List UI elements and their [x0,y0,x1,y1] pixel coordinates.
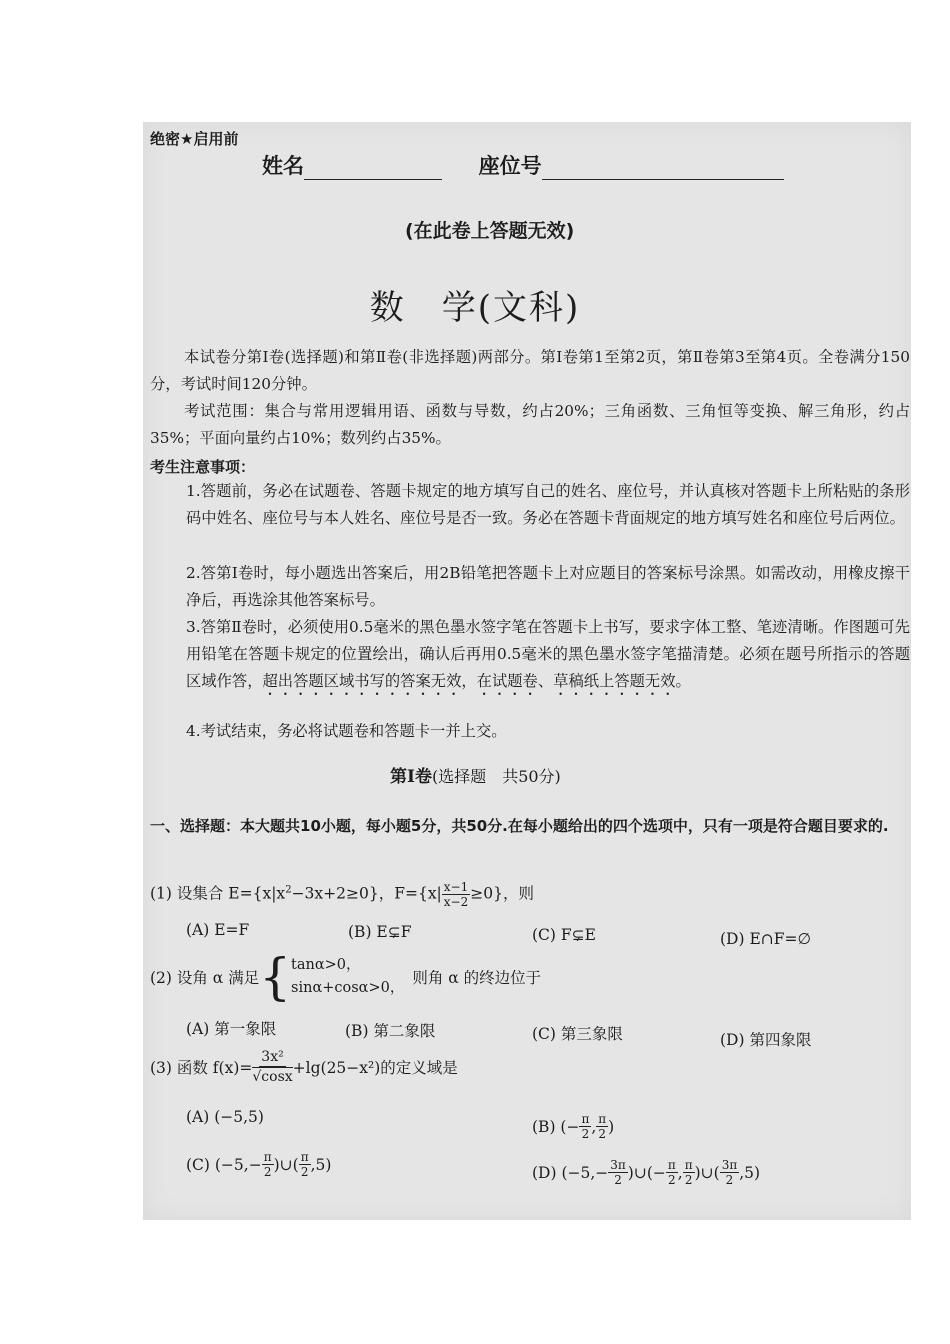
q3-d-text-b: )∪(− [627,1163,666,1182]
q3-b-frac-1 [579,1112,591,1141]
q1-option-d[interactable]: (D) E∩F=∅ [720,930,811,948]
note-3 [186,614,910,699]
q2-option-c[interactable]: (C) 第三象限 [532,1025,623,1043]
q3-d-text-a: (D) (−5,− [532,1163,609,1182]
name-blank[interactable] [304,159,442,180]
q3-frac-den: √cosx [252,1069,293,1085]
frac-num: 3π [721,1158,738,1172]
q3-frac-num: 3x² [261,1049,284,1065]
q1-option-b[interactable]: (B) E⊊F [348,923,412,941]
q3-c-text-c: ,5) [310,1155,332,1174]
note-4: 4.考试结束，务必将试题卷和答题卡一并上交。 [186,722,507,740]
subject-title: 数 学(文科) [369,288,581,328]
name-label: 姓名 [262,154,304,178]
question-3-stem [150,1048,458,1086]
q3-stem-b: +lg(25−x²)的定义域是 [292,1059,458,1077]
frac-num: π [263,1150,272,1164]
q2-stem-b: 则角 α 的终边位于 [412,969,542,987]
notes-heading: 考生注意事项： [150,458,256,476]
q3-stem-a: (3) 函数 f(x)= [150,1059,253,1077]
question-2-stem [150,948,542,1006]
frac-num: π [667,1158,676,1172]
q2-stem-a: (2) 设角 α 满足 [150,969,260,987]
q2-option-a[interactable]: (A) 第一象限 [186,1020,277,1038]
section-title-main: 第Ⅰ卷 [390,767,432,787]
q1-frac-num: x−1 [443,880,469,894]
q2-option-b[interactable]: (B) 第二象限 [345,1022,436,1040]
frac-den: 2 [684,1173,693,1187]
seat-blank[interactable] [542,159,784,180]
q3-d-frac-1 [608,1158,628,1187]
frac-den: 2 [581,1127,590,1141]
q1-stem-a: (1) 设集合 E={x|x [150,884,286,903]
name-seat-fields [262,150,784,180]
frac-den: 2 [598,1127,607,1141]
frac-num: π [598,1112,607,1126]
frac-den: 2 [300,1165,309,1179]
q3-b-text-a: (B) (− [532,1117,580,1136]
q3-c-text-b: )∪( [273,1155,299,1174]
q3-option-d[interactable]: (D) (−5,− $\frac{3\pi}{2}$ )∪(− $\frac{\pi}{2}$ , $\frac{\pi}{2}$ )∪( $\frac{3\pi}{2}$ ,5) [532,1158,761,1187]
q3-c-text-a: (C) (−5,− [186,1155,262,1174]
q2-conditions [291,954,404,1000]
note-3-emphasis: 超出答题区域书写的答案无效，在试题卷、草稿纸上答题无效。 [262,672,691,690]
q2-cond-2: sinα+cosα>0， [291,980,405,996]
frac-num: π [684,1158,693,1172]
q3-c-frac-2 [299,1150,311,1179]
q3-c-frac-1 [262,1150,274,1179]
frac-den: 2 [614,1173,622,1187]
frac-num: 3π [610,1158,626,1172]
q1-frac-den: x−2 [443,895,469,909]
q3-d-frac-2 [666,1158,678,1187]
q2-brace: { [259,948,292,1006]
q3-option-b[interactable]: (B) (− $\frac{\pi}{2}$ , $\frac{\pi}{2}$ ) [532,1112,615,1141]
q3-d-text-c: )∪( [694,1163,720,1182]
q3-d-frac-4 [720,1158,740,1187]
seat-label: 座位号 [478,154,542,178]
q3-option-a[interactable]: (A) (−5,5) [186,1108,264,1126]
q1-option-a[interactable]: (A) E=F [186,921,250,939]
frac-den: 2 [725,1173,734,1187]
q1-fraction [442,880,470,909]
q1-stem-b: −3x+2≥0}，F={x| [291,884,442,903]
q3-b-frac-2 [596,1112,608,1141]
frac-num: π [300,1150,309,1164]
q2-option-d[interactable]: (D) 第四象限 [720,1031,812,1049]
intro-paragraph-2: 考试范围：集合与常用逻辑用语、函数与导数，约占20%；三角函数、三角恒等变换、解三角形，约占35%；平面向量约占10%；数列约占35%。 [150,402,910,447]
frac-den: 2 [263,1165,272,1179]
section-title-sub: (选择题 共50分) [431,767,561,786]
invalid-note: (在此卷上答题无效) [405,220,575,242]
q2-cond-1: tanα>0， [291,957,361,973]
q3-b-text-b: ) [608,1117,615,1136]
q1-stem-c: ≥0}，则 [470,884,534,903]
frac-num: π [581,1112,590,1126]
section-title [390,762,561,787]
q3-d-frac-3 [683,1158,695,1187]
intro-paragraph-1: 本试卷分第Ⅰ卷(选择题)和第Ⅱ卷(非选择题)两部分。第Ⅰ卷第1至第2页，第Ⅱ卷第3至第4页。全卷满分150分，考试时间120分钟。 [150,348,910,393]
part1-instructions: 一、选择题：本大题共10小题，每小题5分，共50分.在每小题给出的四个选项中，只有一项是符合题目要求的. [150,817,889,835]
q3-fraction [252,1048,292,1086]
note-2: 2.答第Ⅰ卷时，每小题选出答案后，用2B铅笔把答题卡上对应题目的答案标号涂黑。如需改动，用橡皮擦干净后，再选涂其他答案标号。 [186,564,910,609]
frac-den: 2 [668,1173,676,1187]
q3-d-text-d: ,5) [739,1163,761,1182]
note-3-text: 3.答第Ⅱ卷时，必须使用0.5毫米的黑色墨水签字笔在答题卡上书写，要求字体工整、笔迹清晰。作图题可先用铅笔在答题卡规定的位置绘出，确认后再用0.5毫米的黑色墨水签字笔描清楚。必须在题号所指示的答题区域作答， [186,618,910,690]
note-1: 1.答题前，务必在试题卷、答题卡规定的地方填写自己的姓名、座位号，并认真核对答题卡上所粘贴的条形码中姓名、座位号与本人姓名、座位号是否一致。务必在答题卡背面规定的地方填写姓名和座位号后两位。 [186,482,910,527]
question-1-stem: (1) 设集合 $E=\{x|x^2-3x+2\ge 0\}$，F={x| $\frac{x-1}{x-2}$ ≥0}，则 [150,880,534,909]
confidential-label: 绝密★启用前 [150,130,239,148]
q1-option-c[interactable]: (C) F⊊E [532,926,596,944]
q3-option-c[interactable] [186,1150,331,1179]
